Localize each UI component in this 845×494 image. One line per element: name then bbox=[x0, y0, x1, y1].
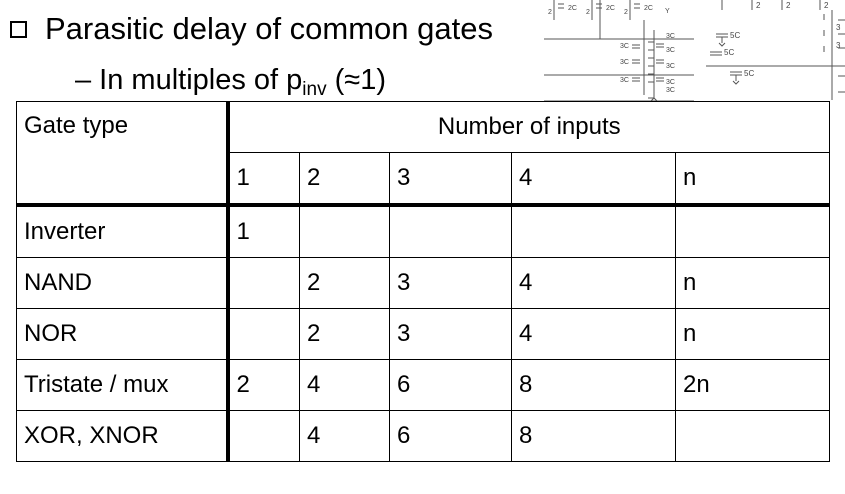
table-row bbox=[17, 205, 830, 258]
bullet-line bbox=[10, 11, 493, 47]
gate-type-cell: Tristate / mux bbox=[17, 360, 228, 411]
parasitic-delay-table bbox=[16, 101, 830, 462]
gate-type-cell: NAND bbox=[17, 258, 228, 309]
schematic-left-cap-label: 2C bbox=[606, 5, 615, 12]
header-number-of-inputs: Number of inputs bbox=[228, 102, 830, 153]
schematic-left-cap-label: 3C bbox=[666, 47, 675, 54]
schematic-left-cap-label: 3C bbox=[666, 63, 675, 70]
schematic-right-cap-label: 5C bbox=[744, 69, 755, 78]
table-row bbox=[17, 258, 830, 309]
schematic-right-label: 2 bbox=[756, 1, 761, 10]
table-cell: 6 bbox=[390, 411, 512, 462]
table-cell bbox=[512, 205, 676, 258]
nand-schematic-left bbox=[544, 0, 694, 102]
table-cell bbox=[676, 411, 830, 462]
table-cell bbox=[676, 205, 830, 258]
table-cell: 4 bbox=[300, 411, 390, 462]
sub-bullet-subscript: inv bbox=[302, 79, 327, 100]
table-cell bbox=[228, 309, 300, 360]
table-cell: 4 bbox=[512, 309, 676, 360]
table-cell: 2 bbox=[300, 258, 390, 309]
gate-type-cell: NOR bbox=[17, 309, 228, 360]
schematic-right-label: 2 bbox=[824, 1, 829, 10]
table-cell bbox=[300, 205, 390, 258]
table-cell bbox=[228, 258, 300, 309]
schematic-left-label: 2 bbox=[548, 9, 552, 16]
table-row bbox=[17, 411, 830, 462]
table-cell: 8 bbox=[512, 360, 676, 411]
bullet-text: Parasitic delay of common gates bbox=[45, 11, 493, 46]
sub-bullet-text: – In multiples of p bbox=[75, 64, 303, 96]
schematic-left-label: 2 bbox=[624, 9, 628, 16]
table-cell: 3 bbox=[390, 309, 512, 360]
table-cell: 2n bbox=[676, 360, 830, 411]
schematic-left-cap-label: 3C bbox=[620, 43, 629, 50]
schematic-right-cap-label: 5C bbox=[724, 48, 735, 57]
schematic-left-cap-label: 3C bbox=[666, 33, 675, 40]
table-cell bbox=[228, 411, 300, 462]
schematic-left-cap-label: 3C bbox=[620, 59, 629, 66]
schematic-left-cap-label: 3C bbox=[620, 77, 629, 84]
table-cell: 1 bbox=[228, 205, 300, 258]
table-cell: 2 bbox=[300, 309, 390, 360]
table-header-row bbox=[17, 102, 830, 153]
table-cell bbox=[390, 205, 512, 258]
schematic-right-label: 3 bbox=[836, 23, 841, 32]
header-gate-type: Gate type bbox=[17, 102, 228, 206]
schematic-right-label: 2 bbox=[786, 1, 791, 10]
schematic-left-cap-label: 2C bbox=[644, 5, 653, 12]
sub-bullet-suffix: (≈1) bbox=[326, 64, 387, 96]
schematic-right-label: 3 bbox=[836, 41, 841, 50]
gate-type-cell: XOR, XNOR bbox=[17, 411, 228, 462]
table-cell: 3 bbox=[390, 258, 512, 309]
schematic-left-cap-label: 3C bbox=[666, 79, 675, 86]
table-cell: 6 bbox=[390, 360, 512, 411]
table-cell: n bbox=[676, 309, 830, 360]
schematic-left-cap-label: 2C bbox=[568, 5, 577, 12]
table-cell: n bbox=[676, 258, 830, 309]
column-header: 4 bbox=[512, 153, 676, 206]
schematic-right-cap-label: 5C bbox=[730, 31, 741, 40]
table-cell: 8 bbox=[512, 411, 676, 462]
table-cell: 4 bbox=[512, 258, 676, 309]
schematic-left-cap-label: 3C bbox=[666, 87, 675, 94]
table-cell: 2 bbox=[228, 360, 300, 411]
column-header: 3 bbox=[390, 153, 512, 206]
schematic-left-label: 2 bbox=[586, 9, 590, 16]
gate-type-cell: Inverter bbox=[17, 205, 228, 258]
schematic-left-label: Y bbox=[665, 8, 670, 15]
checkbox-bullet-icon bbox=[10, 21, 27, 38]
column-header: 1 bbox=[228, 153, 300, 206]
nor-schematic-right bbox=[700, 0, 845, 102]
table-row bbox=[17, 360, 830, 411]
table-row bbox=[17, 309, 830, 360]
table-cell: 4 bbox=[300, 360, 390, 411]
column-header: 2 bbox=[300, 153, 390, 206]
column-header: n bbox=[676, 153, 830, 206]
